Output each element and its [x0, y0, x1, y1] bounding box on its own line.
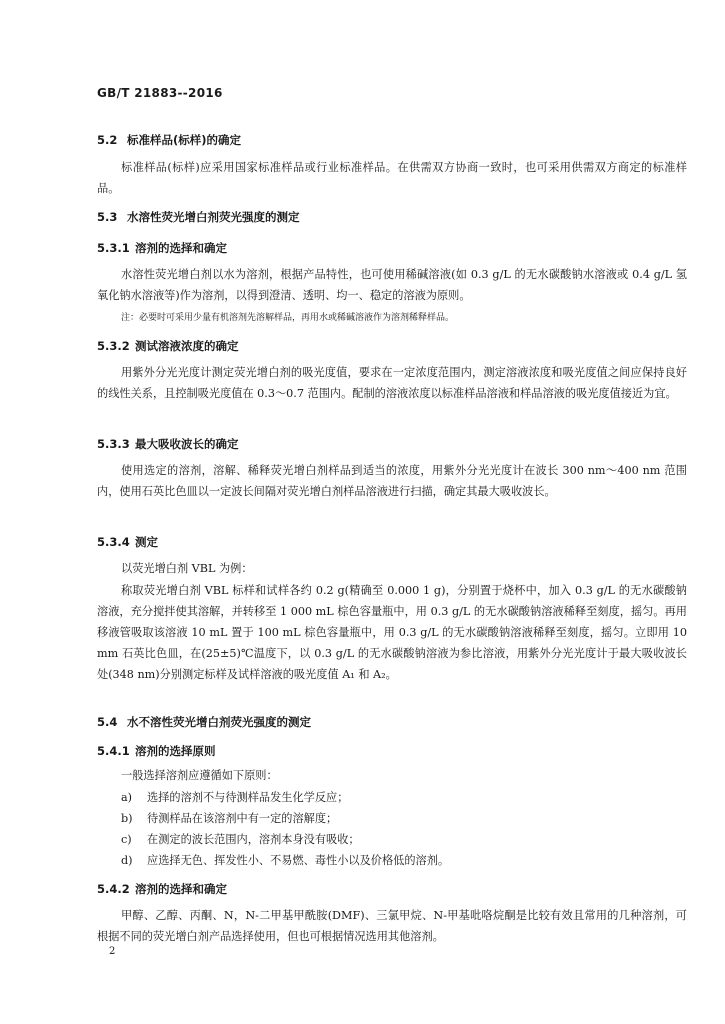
list-marker: d) [121, 854, 133, 867]
heading-title: 水溶性荧光增白剂荧光强度的测定 [127, 210, 300, 224]
list-item [121, 852, 449, 868]
list-text: 待测样品在该溶剂中有一定的溶解度； [147, 812, 338, 825]
heading-title: 溶剂的选择原则 [135, 744, 216, 758]
heading-5-3-2 [97, 338, 239, 354]
intro-5-4-1: 一般选择溶剂应遵循如下原则： [121, 769, 278, 782]
list-item [121, 810, 337, 826]
heading-title: 溶剂的选择和确定 [135, 882, 227, 896]
paragraph-5-3-3: 使用选定的溶剂，溶解、稀释荧光增白剂样品到适当的浓度，用紫外分光光度计在波长 300 nm～400 nm 范围内，使用石英比色皿以一定波长间隔对荧光增白剂样品溶液进行扫描，确定其最大吸收波长。 [97, 464, 687, 498]
heading-5-4 [97, 714, 311, 730]
paragraph-5-2: 标准样品(标样)应采用国家标准样品或行业标准样品。在供需双方协商一致时，也可采用供需双方商定的标准样品。 [97, 161, 687, 195]
paragraph-5-3-4: 称取荧光增白剂 VBL 标样和试样各约 0.2 g(精确至 0.000 1 g)，分别置于烧杯中，加入 0.3 g/L 的无水碳酸钠溶液，充分搅拌使其溶解，并转移至 1 000 mL 棕色容量瓶中，用 0.3 g/L 的无水碳酸钠溶液稀释至刻度，摇匀。再用移液管吸取该溶液 10 mL 置于 100 mL 棕色容量瓶中，用 0.3 g/L 的无水碳酸钠溶液稀释至刻度，摇匀。立即用 10 mm 石英比色皿，在(25±5)℃温度下，以 0.3 g/L 的无水碳酸钠溶液为参比溶液，用紫外分光光度计于最大吸收波长处(348 nm)分别测定标样及试样溶液的吸光度值 A₁ 和 A₂。 [97, 584, 687, 681]
intro-5-3-4: 以荧光增白剂 VBL 为例： [121, 562, 253, 575]
heading-5-3 [97, 209, 300, 225]
heading-title: 标准样品(标样)的确定 [127, 133, 242, 147]
heading-number: 5.3.4 [97, 535, 130, 549]
standard-code: GB/T 21883--2016 [97, 86, 223, 100]
heading-number: 5.4.1 [97, 744, 130, 758]
heading-title: 溶剂的选择和确定 [135, 241, 227, 255]
list-text: 应选择无色、挥发性小、不易燃、毒性小以及价格低的溶剂。 [147, 854, 450, 867]
list-item [121, 831, 360, 847]
list-marker: c) [121, 833, 132, 846]
list-marker: b) [121, 812, 133, 825]
paragraph-5-3-1: 水溶性荧光增白剂以水为溶剂，根据产品特性，也可使用稀碱溶液(如 0.3 g/L 的无水碳酸钠水溶液或 0.4 g/L 氢氧化钠水溶液等)作为溶剂，以得到澄清、透明、均一、稳定的溶液为原则。 [97, 268, 687, 302]
paragraph-5-3-2: 用紫外分光光度计测定荧光增白剂的吸光度值，要求在一定浓度范围内，测定溶液浓度和吸光度值之间应保持良好的线性关系，且控制吸光度值在 0.3～0.7 范围内。配制的溶液浓度以标准样品溶液和样品溶液的吸光度值接近为宜。 [97, 366, 687, 400]
heading-5-3-3 [97, 436, 239, 452]
page-number: 2 [109, 946, 116, 957]
heading-number: 5.3.1 [97, 241, 130, 255]
heading-title: 测试溶液浓度的确定 [135, 339, 239, 353]
heading-title: 水不溶性荧光增白剂荧光强度的测定 [127, 715, 311, 729]
list-marker: a) [121, 791, 133, 804]
heading-number: 5.3.2 [97, 339, 130, 353]
list-text: 在测定的波长范围内，溶剂本身没有吸收； [147, 833, 360, 846]
heading-title: 最大吸收波长的确定 [135, 437, 239, 451]
note-5-3-1: 注：必要时可采用少量有机溶剂先溶解样品，再用水或稀碱溶液作为溶剂稀释样品。 [121, 313, 455, 323]
paragraph-5-4-2: 甲醇、乙醇、丙酮、N，N-二甲基甲酰胺(DMF)、三氯甲烷、N-甲基吡咯烷酮是比较有效且常用的几种溶剂，可根据不同的荧光增白剂产品选择使用，但也可根据情况选用其他溶剂。 [97, 909, 687, 943]
heading-5-4-2 [97, 881, 227, 897]
list-text: 选择的溶剂不与待测样品发生化学反应； [147, 791, 349, 804]
heading-5-3-1 [97, 240, 227, 256]
heading-number: 5.3 [97, 210, 118, 224]
heading-number: 5.4.2 [97, 882, 130, 896]
heading-number: 5.2 [97, 133, 118, 147]
heading-number: 5.3.3 [97, 437, 130, 451]
heading-5-2 [97, 132, 241, 148]
list-item [121, 789, 348, 805]
heading-title: 测定 [135, 535, 158, 549]
heading-number: 5.4 [97, 715, 118, 729]
heading-5-4-1 [97, 743, 216, 759]
heading-5-3-4 [97, 534, 158, 550]
